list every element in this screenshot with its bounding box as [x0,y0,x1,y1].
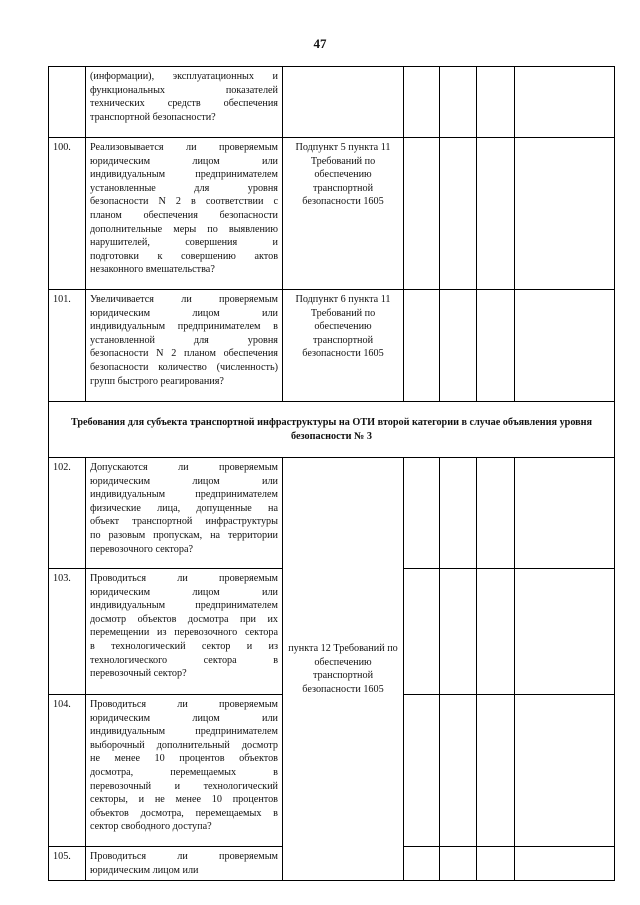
answer-cell [404,847,440,881]
question-line: в технологический сектор и из [90,640,278,652]
answer-cell [404,695,440,847]
table-row [49,138,615,290]
answer-cell [515,290,615,402]
question-line: юридическим лицом или [90,475,278,487]
basis-cell [283,67,404,138]
answer-cell [404,67,440,138]
question-cell [86,290,283,402]
question-line: перемещении из перевозочного сектора [90,627,278,639]
question-line: объект транспортной инфраструктуры [90,516,278,528]
row-number: 103. [49,569,86,695]
question-line: юридическим лицом или [90,864,199,876]
question-line: индивидуальным предпринимателем [90,600,278,612]
question-line: объектов досмотра, перемещаемых в [90,807,278,819]
question-line: юридическим лицом или [90,586,278,598]
question-line: технических средств обеспечения [90,98,278,110]
question-line: безопасности N 2 в соответствии с [90,196,278,208]
answer-cell [404,458,440,569]
answer-cell [515,67,615,138]
question-line: индивидуальным предпринимателем в [90,321,278,333]
answer-cell [515,569,615,695]
question-line: секторы, и не менее 10 процентов [90,794,278,806]
row-number: 102. [49,458,86,569]
question-line: безопасности N 2 планом обеспечения [90,348,278,360]
answer-cell [515,138,615,290]
answer-cell [404,569,440,695]
question-line: Проводиться ли проверяемым [90,851,278,862]
question-line: выборочный дополнительный досмотр [90,739,278,751]
answer-cell [477,695,515,847]
question-line: перевозочный и технологический [90,780,278,792]
answer-cell [404,138,440,290]
question-line: индивидуальным предпринимателем [90,169,278,181]
row-number: 101. [49,290,86,402]
answer-cell [440,695,477,847]
answer-cell [477,290,515,402]
question-line: Увеличивается ли проверяемым [90,294,278,305]
question-line: досмотр объектов досмотра при их [90,613,278,625]
table-row [49,290,615,402]
question-line: транспортной безопасности? [90,111,216,123]
question-cell [86,847,283,881]
question-line: досмотра, перемещаемых в [90,766,278,778]
question-line: нарушителей, совершения и [90,237,278,249]
answer-cell [515,847,615,881]
question-line: Реализовывается ли проверяемым [90,142,278,153]
question-line: безопасности количество (численность) [90,361,278,373]
question-line: не менее 10 процентов объектов [90,753,278,765]
question-line: физические лица, допущенные на [90,502,278,514]
question-line: перевозочный сектор? [90,668,187,680]
question-line: по разовым пропускам, на территории [90,529,278,541]
row-number: 100. [49,138,86,290]
question-line: сектор свободного доступа? [90,821,212,833]
question-line: незаконного вмешательства? [90,264,215,276]
question-cell [86,458,283,569]
question-line: установленной для уровня [90,334,278,346]
merged-basis-cell: пункта 12 Требований по обеспечению транспортной безопасности 1605 [283,458,404,881]
answer-cell [477,67,515,138]
question-cell [86,569,283,695]
question-line: индивидуальным предпринимателем [90,489,278,501]
question-line: групп быстрого реагирования? [90,375,224,387]
answer-cell [440,290,477,402]
question-line: технологического сектора в [90,654,278,666]
answer-cell [477,569,515,695]
question-line: перевозочного сектора? [90,543,193,555]
question-line: (информации), эксплуатационных и [90,71,278,82]
table-body [49,67,615,881]
page-number: 47 [313,36,327,51]
question-line: дополнительные меры по выявлению [90,223,278,235]
answer-cell [477,138,515,290]
answer-cell [440,458,477,569]
row-number [49,67,86,138]
answer-cell [404,290,440,402]
section-header: Требования для субъекта транспортной инфраструктуры на ОТИ второй категории в случае объявления уровня безопасности № 3 [49,402,615,458]
question-line: установленные для уровня [90,182,278,194]
question-cell [86,67,283,138]
section-header-row [49,402,615,458]
answer-cell [440,67,477,138]
basis-cell: Подпункт 6 пункта 11 Требований по обеспечению транспортной безопасности 1605 [283,290,404,402]
table-row [49,458,615,569]
table-row [49,67,615,138]
question-line: Допускаются ли проверяемым [90,462,278,473]
question-line: Проводиться ли проверяемым [90,699,278,710]
question-cell [86,138,283,290]
basis-cell: Подпункт 5 пункта 11 Требований по обеспечению транспортной безопасности 1605 [283,138,404,290]
answer-cell [515,695,615,847]
question-line: функциональных показателей [90,84,278,96]
question-line: планом обеспечения безопасности [90,209,278,221]
answer-cell [515,458,615,569]
question-cell [86,695,283,847]
question-line: индивидуальным предпринимателем [90,726,278,738]
answer-cell [440,847,477,881]
checklist-table [48,66,615,881]
question-line: Проводиться ли проверяемым [90,573,278,584]
row-number: 105. [49,847,86,881]
answer-cell [440,138,477,290]
answer-cell [440,569,477,695]
row-number: 104. [49,695,86,847]
question-line: юридическим лицом или [90,307,278,319]
question-line: юридическим лицом или [90,712,278,724]
question-line: подготовки к совершению актов [90,250,278,262]
question-line: юридическим лицом или [90,155,278,167]
answer-cell [477,458,515,569]
answer-cell [477,847,515,881]
